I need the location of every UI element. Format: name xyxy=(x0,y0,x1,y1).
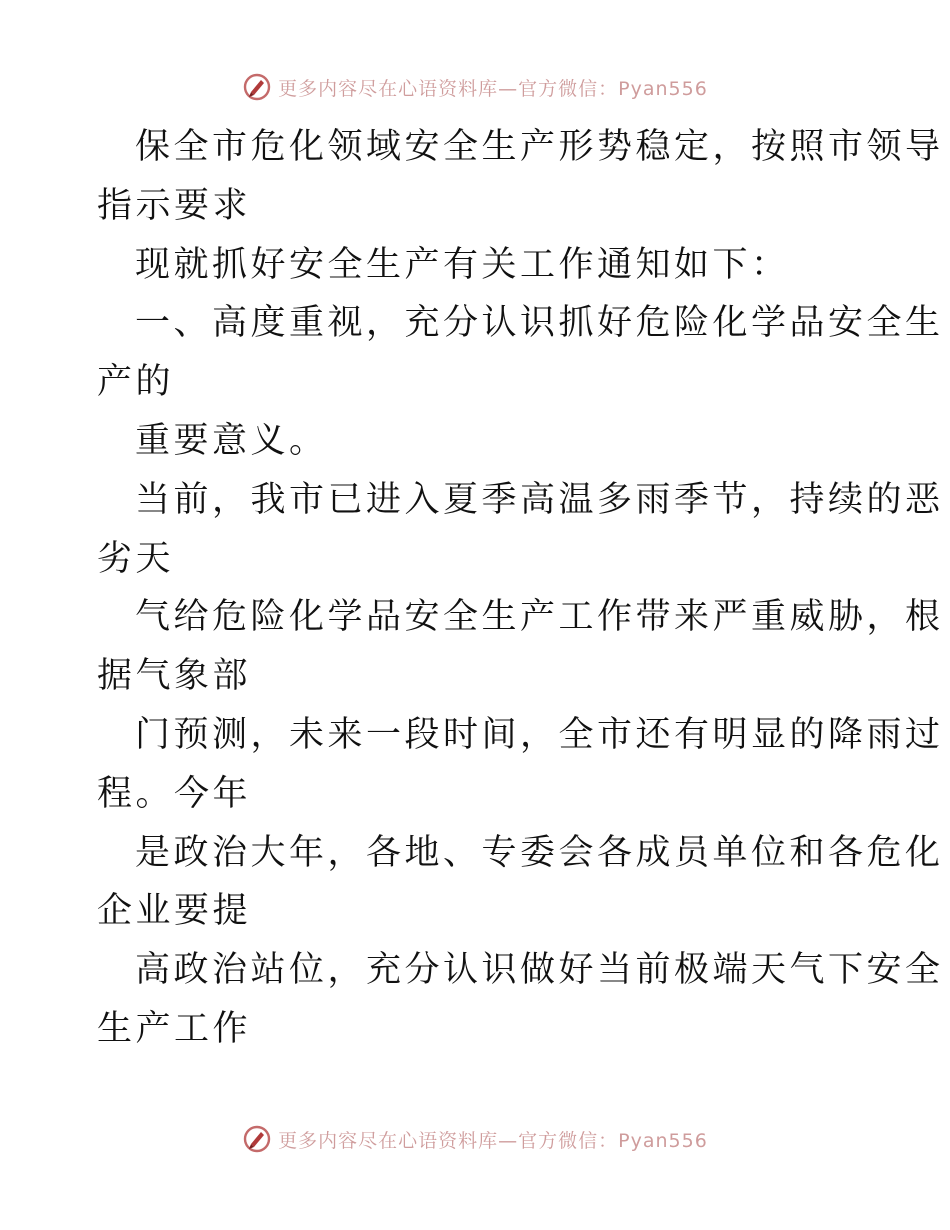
watermark-banner-top xyxy=(0,72,950,102)
body-line: 企业要提 xyxy=(97,891,252,932)
body-line: 劣天 xyxy=(97,538,175,579)
body-line: 门预测，未来一段时间，全市还有明显的降雨过 xyxy=(135,714,944,755)
body-line: 据气象部 xyxy=(97,656,252,697)
watermark-text: 更多内容尽在心语资料库—官方微信：Pyan556 xyxy=(278,77,708,100)
watermark-banner-bottom xyxy=(0,1124,950,1154)
document-body xyxy=(97,118,944,1059)
body-line: 重要意义。 xyxy=(135,420,328,461)
body-line: 生产工作 xyxy=(97,1008,252,1049)
body-line: 指示要求 xyxy=(97,185,252,226)
body-line: 一、高度重视，充分认识抓好危险化学品安全生 xyxy=(135,303,944,344)
pen-logo-icon xyxy=(242,1124,272,1154)
body-line: 保全市危化领域安全生产形势稳定，按照市领导 xyxy=(135,127,944,167)
body-line: 现就抓好安全生产有关工作通知如下： xyxy=(135,244,790,285)
body-line: 产的 xyxy=(97,362,175,403)
body-line: 当前，我市已进入夏季高温多雨季节，持续的恶 xyxy=(135,479,944,520)
pen-logo-icon xyxy=(242,72,272,102)
body-line: 气给危险化学品安全生产工作带来严重威胁，根 xyxy=(135,597,944,638)
body-line: 高政治站位，充分认识做好当前极端天气下安全 xyxy=(135,950,944,991)
body-line: 程。今年 xyxy=(97,773,252,814)
body-line: 是政治大年，各地、专委会各成员单位和各危化 xyxy=(135,832,944,873)
watermark-text: 更多内容尽在心语资料库—官方微信：Pyan556 xyxy=(278,1129,708,1152)
